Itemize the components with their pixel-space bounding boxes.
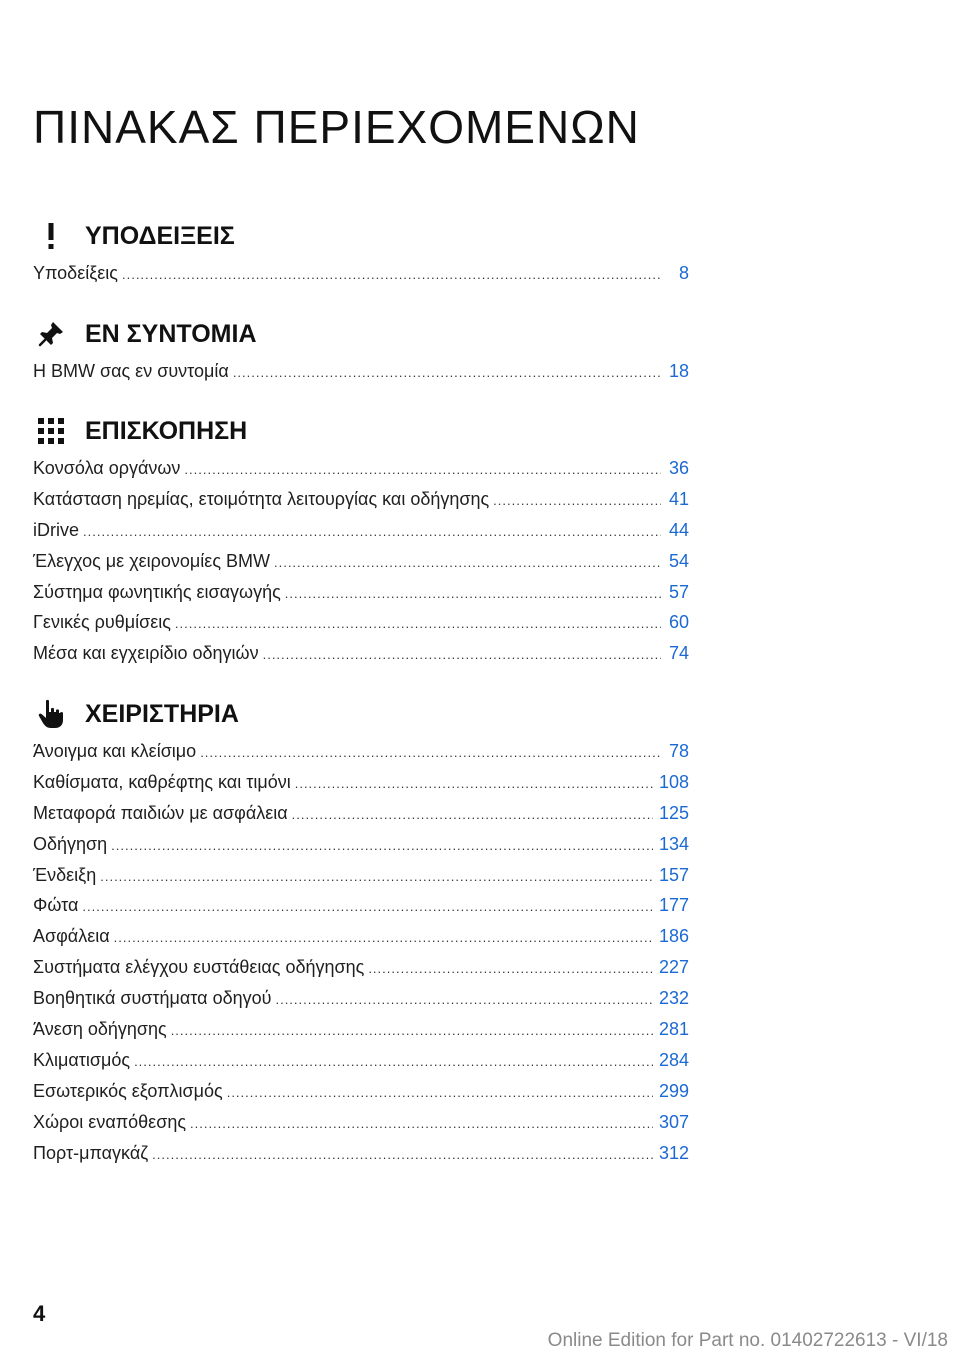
toc-entry-page[interactable]: 108 xyxy=(658,771,689,792)
toc-entry-page[interactable]: 57 xyxy=(668,581,689,602)
toc-entry-label: Κατάσταση ηρεμίας, ετοιμότητα λειτουργίας και οδήγησης xyxy=(33,488,490,509)
toc-entry[interactable] xyxy=(33,607,689,638)
toc-entry-page[interactable]: 284 xyxy=(658,1049,689,1070)
toc-entry-label: iDrive xyxy=(33,519,80,540)
toc-entry[interactable] xyxy=(33,983,689,1014)
dot-leader xyxy=(493,486,661,517)
toc-entry-label: Καθίσματα, καθρέφτης και τιμόνι xyxy=(33,771,291,792)
dot-leader xyxy=(114,923,653,954)
dot-leader xyxy=(368,954,653,985)
toc-entry-label: Άνοιγμα και κλείσιμο xyxy=(33,741,197,761)
toc-entry[interactable] xyxy=(33,1076,689,1107)
toc-entry-label: Γενικές ρυθμίσεις xyxy=(33,612,171,633)
toc-entry-page[interactable]: 134 xyxy=(658,833,689,854)
dot-leader xyxy=(152,1140,653,1171)
toc-entry[interactable] xyxy=(33,952,689,983)
grid-icon xyxy=(33,413,69,449)
dot-leader xyxy=(233,358,661,389)
toc-entry-page[interactable]: 157 xyxy=(658,864,689,885)
toc-entry-page[interactable]: 125 xyxy=(658,802,689,823)
section-title: ΕΝ ΣΥΝΤΟΜΙΑ xyxy=(85,320,257,348)
dot-leader xyxy=(122,260,661,291)
dot-leader xyxy=(111,831,653,862)
toc-entry-label: Κονσόλα οργάνων xyxy=(33,458,181,478)
toc-entry[interactable] xyxy=(33,546,689,577)
dot-leader xyxy=(274,548,661,579)
toc-entry[interactable] xyxy=(33,515,689,546)
toc-entry[interactable] xyxy=(33,860,689,891)
toc-entry-label: Κλιματισμός xyxy=(33,1049,131,1070)
toc-entry-label: Εσωτερικός εξοπλισμός xyxy=(33,1080,223,1101)
dot-leader xyxy=(175,609,661,640)
dot-leader xyxy=(134,1047,653,1078)
toc-entry-page[interactable]: 177 xyxy=(658,895,689,916)
toc-entry-page[interactable]: 41 xyxy=(668,488,689,509)
toc-entry[interactable] xyxy=(33,767,689,798)
toc-entry[interactable] xyxy=(33,736,689,767)
toc-entry-label: Υποδείξεις xyxy=(33,263,118,283)
toc-entry-page[interactable]: 60 xyxy=(668,612,689,633)
toc-list xyxy=(33,356,689,387)
toc-entry-page[interactable]: 54 xyxy=(668,550,689,571)
toc-entry-page[interactable]: 36 xyxy=(668,458,689,478)
toc-list xyxy=(33,258,689,289)
toc-entry[interactable] xyxy=(33,638,689,669)
dot-leader xyxy=(227,1078,653,1109)
pushpin-icon xyxy=(33,316,69,352)
toc-entry[interactable] xyxy=(33,258,689,289)
toc-entry[interactable] xyxy=(33,577,689,608)
toc-entry-label: Συστήματα ελέγχου ευστάθειας οδήγησης xyxy=(33,957,365,978)
section-title: ΧΕΙΡΙΣΤΗΡΙΑ xyxy=(85,700,239,728)
toc-entry-page[interactable]: 8 xyxy=(678,263,689,283)
section-header xyxy=(33,413,689,453)
section-notes xyxy=(33,218,689,289)
toc-entry[interactable] xyxy=(33,356,689,387)
dot-leader xyxy=(295,769,653,800)
toc-entry-page[interactable]: 44 xyxy=(668,519,689,540)
dot-leader xyxy=(83,517,661,548)
toc-entry[interactable] xyxy=(33,1014,689,1045)
section-controls xyxy=(33,696,689,1168)
dot-leader xyxy=(285,579,661,610)
section-at-a-glance xyxy=(33,316,689,387)
section-title: ΕΠΙΣΚΟΠΗΣΗ xyxy=(85,417,248,445)
toc-entry-page[interactable]: 232 xyxy=(658,988,689,1009)
toc-entry[interactable] xyxy=(33,453,689,484)
dot-leader xyxy=(263,640,661,671)
toc-entry-label: Πορτ-μπαγκάζ xyxy=(33,1142,149,1163)
toc-list xyxy=(33,736,689,1168)
dot-leader xyxy=(292,800,653,831)
section-title: ΥΠΟΔΕΙΞΕΙΣ xyxy=(85,222,235,250)
section-header xyxy=(33,316,689,356)
toc-entry-page[interactable]: 18 xyxy=(668,361,689,381)
toc-entry[interactable] xyxy=(33,484,689,515)
toc-entry-page[interactable]: 74 xyxy=(668,643,689,664)
exclamation-icon xyxy=(33,218,69,254)
dot-leader xyxy=(100,862,653,893)
toc-entry-label: Βοηθητικά συστήματα οδηγού xyxy=(33,988,272,1009)
toc-entry[interactable] xyxy=(33,1138,689,1169)
toc-entry-label: Άνεση οδήγησης xyxy=(33,1019,167,1040)
footer-edition: Online Edition for Part no. 01402722613 - VI/18 xyxy=(547,1330,948,1351)
toc-entry-label: Φώτα xyxy=(33,895,79,916)
toc-entry[interactable] xyxy=(33,1107,689,1138)
toc-entry-page[interactable]: 299 xyxy=(658,1080,689,1101)
toc-entry-label: Σύστημα φωνητικής εισαγωγής xyxy=(33,581,281,602)
section-header xyxy=(33,218,689,258)
toc-list xyxy=(33,453,689,669)
dot-leader xyxy=(190,1109,653,1140)
page-number: 4 xyxy=(33,1301,46,1326)
toc-entry-label: Έλεγχος με χειρονομίες BMW xyxy=(33,550,270,571)
section-header xyxy=(33,696,689,736)
dot-leader xyxy=(82,892,653,923)
toc-entry-label: Χώροι εναπόθεσης xyxy=(33,1111,186,1132)
toc-entry[interactable] xyxy=(33,890,689,921)
toc-entry-label: Μεταφορά παιδιών με ασφάλεια xyxy=(33,802,288,823)
toc-entry-page[interactable]: 186 xyxy=(658,926,689,947)
toc-entry-label: Οδήγηση xyxy=(33,833,108,854)
toc-entry[interactable] xyxy=(33,921,689,952)
dot-leader xyxy=(200,738,661,769)
toc-entry[interactable] xyxy=(33,829,689,860)
toc-entry-page[interactable]: 307 xyxy=(658,1111,689,1132)
toc-entry[interactable] xyxy=(33,798,689,829)
toc-entry-page[interactable]: 227 xyxy=(658,957,689,978)
dot-leader xyxy=(275,985,652,1016)
toc-entry-label: Μέσα και εγχειρίδιο οδηγιών xyxy=(33,643,259,664)
toc-entry[interactable] xyxy=(33,1045,689,1076)
toc-entry-label: Ασφάλεια xyxy=(33,926,110,947)
toc-entry-label: Ένδειξη xyxy=(33,864,97,885)
toc-entry-label: Η BMW σας εν συντομία xyxy=(33,361,229,381)
hand-pointer-icon xyxy=(33,696,69,732)
section-overview xyxy=(33,413,689,669)
page-title: ΠΙΝΑΚΑΣ ΠΕΡΙΕΧΟΜΕΝΩΝ xyxy=(33,101,640,153)
toc-entry-page[interactable]: 312 xyxy=(658,1142,689,1163)
dot-leader xyxy=(171,1016,653,1047)
dot-leader xyxy=(184,455,661,486)
toc-entry-page[interactable]: 78 xyxy=(668,741,689,761)
toc-entry-page[interactable]: 281 xyxy=(658,1019,689,1040)
